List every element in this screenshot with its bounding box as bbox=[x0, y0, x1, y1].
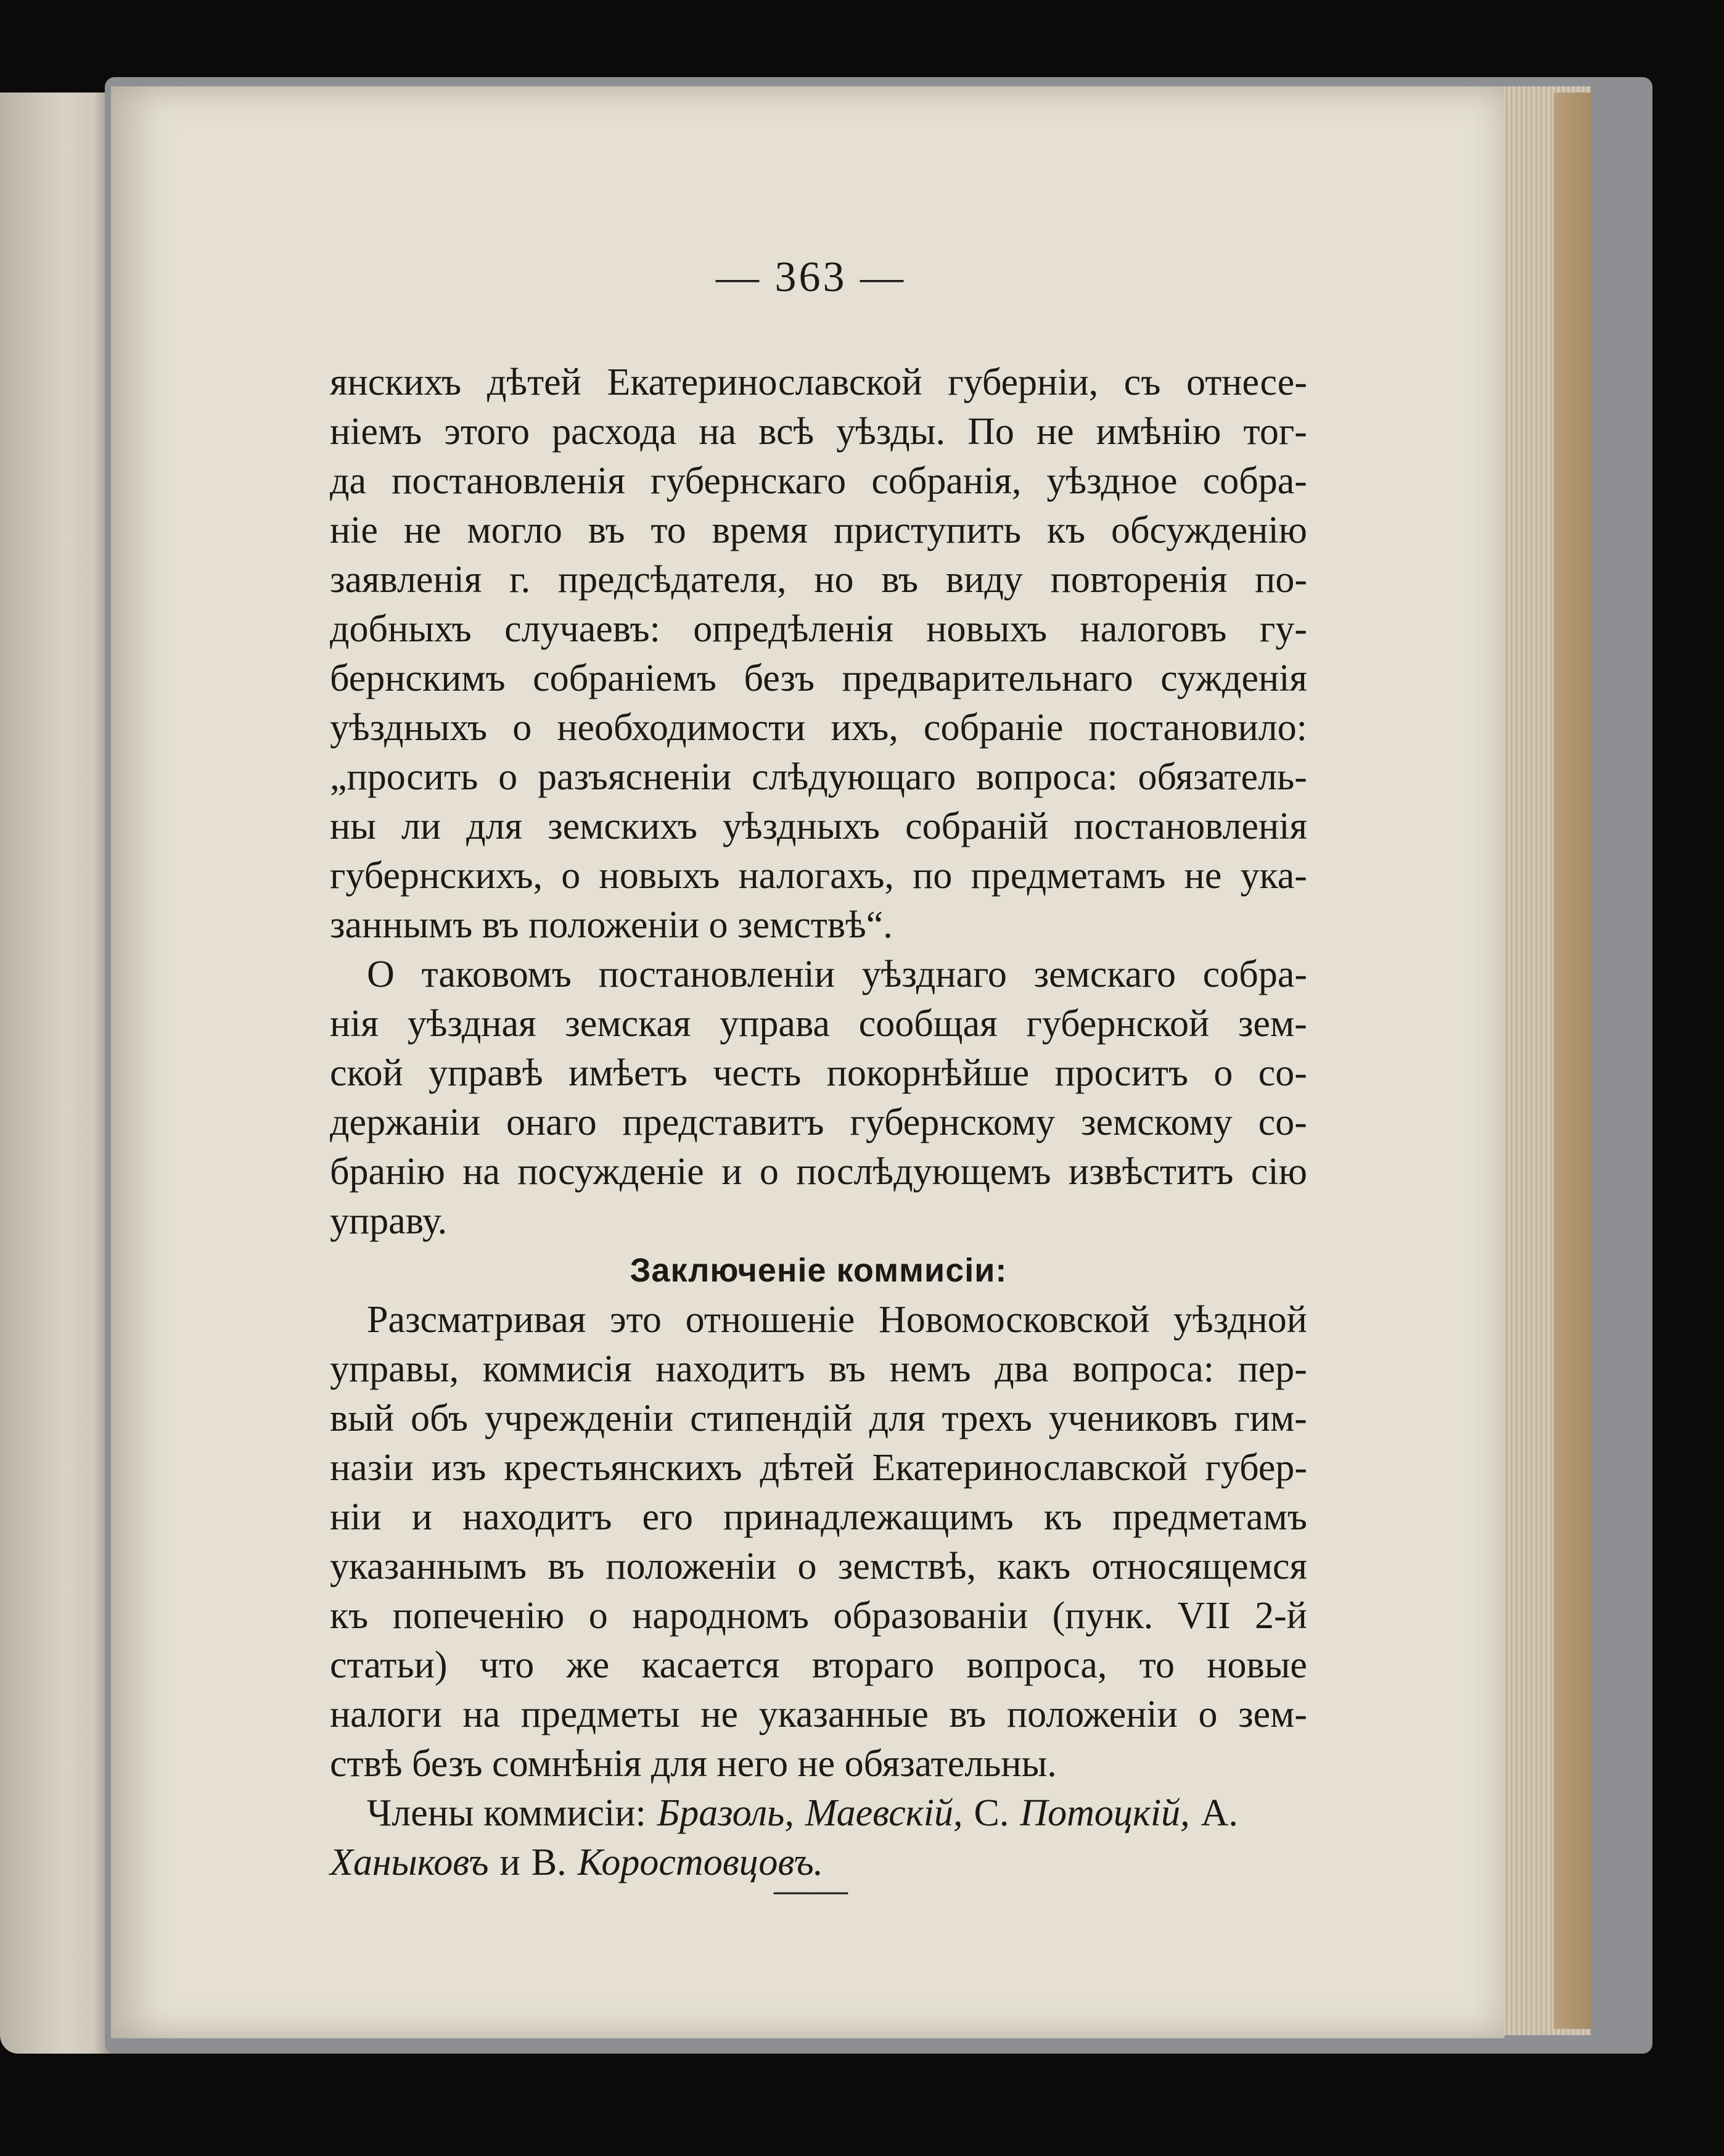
word: О bbox=[367, 953, 395, 995]
word: представитъ bbox=[622, 1101, 824, 1143]
end-mark: —— bbox=[774, 1869, 848, 1910]
word: предметы bbox=[520, 1693, 680, 1735]
word: послѣдующемъ bbox=[796, 1151, 1051, 1193]
word: вопроса: bbox=[1072, 1348, 1214, 1390]
word: губер- bbox=[1205, 1447, 1307, 1489]
word: обсужденію bbox=[1110, 509, 1307, 551]
word: его bbox=[642, 1496, 693, 1538]
line-text bbox=[330, 1690, 1307, 1739]
word: извѣститъ bbox=[1068, 1151, 1234, 1193]
word: гим- bbox=[1234, 1397, 1307, 1439]
word: и bbox=[721, 1151, 742, 1193]
text-line bbox=[330, 604, 1307, 654]
text-line bbox=[330, 851, 1307, 900]
word: По bbox=[967, 411, 1014, 453]
word: да bbox=[330, 460, 367, 502]
line-text: заннымъ въ положеніи о земствѣ“. bbox=[330, 904, 893, 946]
word: для bbox=[869, 1397, 926, 1439]
line-text bbox=[330, 1048, 1307, 1098]
word: уѣзднаго bbox=[861, 953, 1007, 995]
word: предсѣдателя, bbox=[557, 559, 787, 601]
word: о bbox=[512, 707, 532, 749]
line-text bbox=[330, 1492, 1307, 1542]
line-text bbox=[330, 1344, 1307, 1394]
line-text bbox=[367, 950, 1307, 999]
word: 2-й bbox=[1255, 1595, 1307, 1637]
word: Новомосковской bbox=[879, 1299, 1150, 1341]
word: положеніи bbox=[605, 1545, 777, 1587]
text-line bbox=[330, 1591, 1307, 1640]
word: и bbox=[411, 1496, 432, 1538]
word: необходимости bbox=[557, 707, 806, 749]
word: о bbox=[759, 1151, 779, 1193]
word: таковомъ bbox=[421, 953, 572, 995]
word: сообщая bbox=[858, 1003, 998, 1045]
word: (пунк. bbox=[1052, 1595, 1154, 1637]
paragraph-1 bbox=[330, 358, 1307, 950]
word: объ bbox=[411, 1397, 469, 1439]
word: со- bbox=[1258, 1052, 1307, 1094]
text-line bbox=[330, 1640, 1307, 1690]
word: Екатеринославской bbox=[872, 1447, 1188, 1489]
word: время bbox=[712, 509, 808, 551]
text-line bbox=[330, 1542, 1307, 1591]
word: ніемъ bbox=[330, 411, 422, 453]
word: предметамъ bbox=[1112, 1496, 1307, 1538]
word: имѣнію bbox=[1096, 411, 1221, 453]
word: крестьянскихъ bbox=[504, 1447, 742, 1489]
word: честь bbox=[713, 1052, 802, 1094]
commission-members bbox=[330, 1788, 1307, 1838]
text-line bbox=[330, 1048, 1307, 1098]
word: но bbox=[814, 559, 854, 601]
word: случаевъ: bbox=[504, 608, 660, 650]
line-text bbox=[330, 1394, 1307, 1443]
member-initial: В. bbox=[531, 1841, 567, 1883]
word: постановленія bbox=[392, 460, 625, 502]
word: собранія, bbox=[871, 460, 1022, 502]
word: приступить bbox=[834, 509, 1021, 551]
text-line bbox=[330, 1147, 1307, 1196]
word: заявленія bbox=[330, 559, 482, 601]
word: опредѣленія bbox=[693, 608, 893, 650]
word: то bbox=[651, 509, 686, 551]
word: въ bbox=[548, 1545, 585, 1587]
line-text bbox=[330, 456, 1307, 506]
word: гу- bbox=[1259, 608, 1307, 650]
word: земскому bbox=[1081, 1101, 1233, 1143]
line-text: ствѣ безъ сомнѣнія для него не обязательны. bbox=[330, 1743, 1057, 1785]
word: отношеніе bbox=[685, 1299, 855, 1341]
paragraph-3 bbox=[330, 1295, 1307, 1788]
text-line bbox=[330, 654, 1307, 703]
word: о bbox=[1213, 1052, 1233, 1094]
line-text bbox=[330, 703, 1307, 752]
word: попеченію bbox=[392, 1595, 565, 1637]
word: на bbox=[462, 1693, 501, 1735]
word: собра- bbox=[1202, 953, 1307, 995]
word: со- bbox=[1258, 1101, 1307, 1143]
word: о bbox=[1198, 1693, 1218, 1735]
word: два bbox=[995, 1348, 1049, 1390]
word: виду bbox=[945, 559, 1023, 601]
word: добныхъ bbox=[330, 608, 472, 650]
word: ской bbox=[330, 1052, 403, 1094]
word: бернскимъ bbox=[330, 657, 506, 699]
word: разъясненіи bbox=[537, 756, 732, 798]
word: указанные bbox=[758, 1693, 929, 1735]
word: земская bbox=[565, 1003, 691, 1045]
text-line bbox=[330, 703, 1307, 752]
word: управѣ bbox=[429, 1052, 543, 1094]
word: губернскихъ, bbox=[330, 855, 543, 897]
page-text bbox=[330, 358, 1307, 1887]
word: вопроса, bbox=[966, 1644, 1107, 1686]
word: находитъ bbox=[655, 1348, 805, 1390]
word: Екатеринославской bbox=[607, 361, 922, 403]
word: въ bbox=[588, 509, 625, 551]
word: налоги bbox=[330, 1693, 442, 1735]
line-text bbox=[367, 1295, 1307, 1344]
line-text bbox=[330, 1098, 1307, 1147]
word: вый bbox=[330, 1397, 395, 1439]
word: сію bbox=[1250, 1151, 1307, 1193]
word: управы, bbox=[330, 1348, 459, 1390]
word: губернской bbox=[1026, 1003, 1210, 1045]
text-line bbox=[330, 1739, 1307, 1788]
word: губернскому bbox=[850, 1101, 1056, 1143]
word: не bbox=[700, 1693, 739, 1735]
text-line bbox=[330, 555, 1307, 604]
text-line bbox=[330, 1098, 1307, 1147]
word: назіи bbox=[330, 1447, 414, 1489]
word: въ bbox=[829, 1348, 866, 1390]
word: принадлежащимъ bbox=[723, 1496, 1014, 1538]
word: дѣтей bbox=[486, 361, 581, 403]
paragraph-2 bbox=[330, 950, 1307, 1246]
members-label: Члены коммисіи: bbox=[367, 1792, 646, 1834]
word: статьи) bbox=[330, 1644, 448, 1686]
word: нія bbox=[330, 1003, 379, 1045]
word: вопроса: bbox=[976, 756, 1118, 798]
member-name: Маевскій, bbox=[805, 1792, 963, 1834]
text-line bbox=[330, 1492, 1307, 1542]
word: этого bbox=[444, 411, 530, 453]
line-text bbox=[330, 555, 1307, 604]
word: собраніемъ bbox=[533, 657, 716, 699]
word: янскихъ bbox=[330, 361, 462, 403]
word: о bbox=[498, 756, 518, 798]
text-line bbox=[330, 999, 1307, 1048]
line-text bbox=[330, 506, 1307, 555]
text-line bbox=[330, 900, 1307, 950]
line-text bbox=[330, 358, 1307, 407]
word: онаго bbox=[506, 1101, 597, 1143]
member-name: Потоцкій, bbox=[1020, 1792, 1190, 1834]
word: о bbox=[588, 1595, 608, 1637]
word: покорнѣйше bbox=[826, 1052, 1030, 1094]
word: не bbox=[1184, 855, 1222, 897]
word: губернскаго bbox=[651, 460, 847, 502]
member-initial: А. bbox=[1201, 1792, 1238, 1834]
text-line bbox=[330, 358, 1307, 407]
line-text bbox=[330, 999, 1307, 1048]
word: относящемся bbox=[1091, 1545, 1307, 1587]
word: же bbox=[566, 1644, 610, 1686]
word: уѣздная bbox=[407, 1003, 536, 1045]
word: VII bbox=[1177, 1595, 1231, 1637]
word: какъ bbox=[997, 1545, 1071, 1587]
member-name: Ханыковъ bbox=[330, 1841, 489, 1883]
text-line bbox=[330, 950, 1307, 999]
word: постановило: bbox=[1088, 707, 1307, 749]
word: уѣздной bbox=[1173, 1299, 1307, 1341]
word: земствѣ, bbox=[837, 1545, 977, 1587]
word: безъ bbox=[744, 657, 815, 699]
word: пер- bbox=[1238, 1348, 1307, 1390]
word: это bbox=[610, 1299, 662, 1341]
text-line bbox=[330, 1394, 1307, 1443]
endpaper-band bbox=[1554, 93, 1591, 2029]
word: расхода bbox=[552, 411, 677, 453]
word: указаннымъ bbox=[330, 1545, 527, 1587]
text-line bbox=[330, 752, 1307, 802]
word: постановленіи bbox=[598, 953, 835, 995]
word: ніи bbox=[330, 1496, 382, 1538]
word: проситъ bbox=[1054, 1052, 1189, 1094]
word: о bbox=[561, 855, 581, 897]
word: въ bbox=[949, 1693, 987, 1735]
word: налогахъ, bbox=[738, 855, 894, 897]
word: коммисія bbox=[482, 1348, 632, 1390]
word: собраній bbox=[905, 805, 1049, 847]
word: немъ bbox=[889, 1348, 971, 1390]
line-text bbox=[330, 752, 1307, 802]
word: трехъ bbox=[942, 1397, 1032, 1439]
word: то bbox=[1139, 1644, 1175, 1686]
word: держаніи bbox=[330, 1101, 481, 1143]
word: новыхъ bbox=[599, 855, 720, 897]
word: предметамъ bbox=[971, 855, 1166, 897]
word: дѣтей bbox=[760, 1447, 855, 1489]
text-line bbox=[330, 506, 1307, 555]
word: налоговъ bbox=[1080, 608, 1227, 650]
word: въ bbox=[881, 559, 919, 601]
word: отнесе- bbox=[1186, 361, 1307, 403]
line-text bbox=[330, 604, 1307, 654]
member-name: Коростовцовъ. bbox=[577, 1841, 824, 1883]
word: учениковъ bbox=[1048, 1397, 1218, 1439]
word: ны bbox=[330, 805, 376, 847]
word: по bbox=[913, 855, 953, 897]
word: къ bbox=[1046, 509, 1086, 551]
line-text bbox=[330, 1591, 1307, 1640]
word: постановленія bbox=[1073, 805, 1307, 847]
word: находитъ bbox=[462, 1496, 612, 1538]
word: ихъ, bbox=[831, 707, 898, 749]
word: Разсматривая bbox=[367, 1299, 586, 1341]
word: втораго bbox=[811, 1644, 935, 1686]
word: ніе bbox=[330, 509, 378, 551]
word: учрежденіи bbox=[485, 1397, 674, 1439]
word: предварительнаго bbox=[842, 657, 1133, 699]
word: собра- bbox=[1202, 460, 1307, 502]
word: имѣетъ bbox=[569, 1052, 688, 1094]
word: для bbox=[466, 805, 523, 847]
word: изъ bbox=[431, 1447, 486, 1489]
word: повторенія bbox=[1050, 559, 1228, 601]
word: уѣздныхъ bbox=[330, 707, 488, 749]
word: зем- bbox=[1238, 1003, 1307, 1045]
word: о bbox=[797, 1545, 817, 1587]
word: собраніе bbox=[923, 707, 1064, 749]
word: народномъ bbox=[632, 1595, 809, 1637]
word: земскаго bbox=[1033, 953, 1176, 995]
word: не bbox=[403, 509, 441, 551]
word: управа bbox=[720, 1003, 830, 1045]
book-page bbox=[111, 86, 1504, 2038]
word: образованіи bbox=[833, 1595, 1028, 1637]
text-line bbox=[330, 1295, 1307, 1344]
word: къ bbox=[330, 1595, 369, 1637]
word: что bbox=[479, 1644, 535, 1686]
text-line bbox=[330, 1690, 1307, 1739]
page-number: — 363 — bbox=[716, 253, 906, 301]
line-text bbox=[330, 407, 1307, 456]
section-heading: Заключеніе коммисіи: bbox=[630, 1252, 1008, 1289]
word: всѣ bbox=[758, 411, 815, 453]
word: г. bbox=[509, 559, 531, 601]
word: съ bbox=[1123, 361, 1161, 403]
line-text bbox=[330, 1443, 1307, 1492]
line-text bbox=[330, 1640, 1307, 1690]
word: уѣздное bbox=[1046, 460, 1178, 502]
word: обязатель- bbox=[1138, 756, 1307, 798]
word: „просить bbox=[330, 756, 478, 798]
word: могло bbox=[467, 509, 562, 551]
word: по- bbox=[1255, 559, 1307, 601]
text-line bbox=[330, 407, 1307, 456]
word: посужденіе bbox=[517, 1151, 704, 1193]
conjunction: и bbox=[499, 1841, 520, 1883]
line-text: управу. bbox=[330, 1200, 448, 1242]
line-text bbox=[330, 1147, 1307, 1196]
line-text bbox=[330, 654, 1307, 703]
word: тог- bbox=[1243, 411, 1307, 453]
word: на bbox=[462, 1151, 500, 1193]
line-text bbox=[330, 802, 1307, 851]
text-line bbox=[330, 1196, 1307, 1246]
word: новыхъ bbox=[926, 608, 1048, 650]
word: ука- bbox=[1240, 855, 1307, 897]
word: бранію bbox=[330, 1151, 445, 1193]
member-initial: С. bbox=[974, 1792, 1009, 1834]
word: не bbox=[1036, 411, 1074, 453]
text-line bbox=[330, 1344, 1307, 1394]
text-line bbox=[330, 1443, 1307, 1492]
word: касается bbox=[641, 1644, 780, 1686]
word: слѣдующаго bbox=[752, 756, 956, 798]
word: положеніи bbox=[1006, 1693, 1178, 1735]
line-text bbox=[330, 1542, 1307, 1591]
line-text bbox=[330, 851, 1307, 900]
word: губерніи, bbox=[948, 361, 1099, 403]
member-name: Бразоль, bbox=[657, 1792, 794, 1834]
text-line bbox=[330, 802, 1307, 851]
word: стипендій bbox=[690, 1397, 853, 1439]
word: уѣзды. bbox=[836, 411, 945, 453]
previous-page-edge bbox=[0, 93, 117, 2054]
text-line bbox=[330, 456, 1307, 506]
word: зем- bbox=[1238, 1693, 1307, 1735]
word: новые bbox=[1207, 1644, 1307, 1686]
word: ли bbox=[401, 805, 441, 847]
word: уѣздныхъ bbox=[722, 805, 880, 847]
word: къ bbox=[1043, 1496, 1082, 1538]
word: земскихъ bbox=[548, 805, 697, 847]
word: сужденія bbox=[1160, 657, 1307, 699]
word: на bbox=[699, 411, 737, 453]
